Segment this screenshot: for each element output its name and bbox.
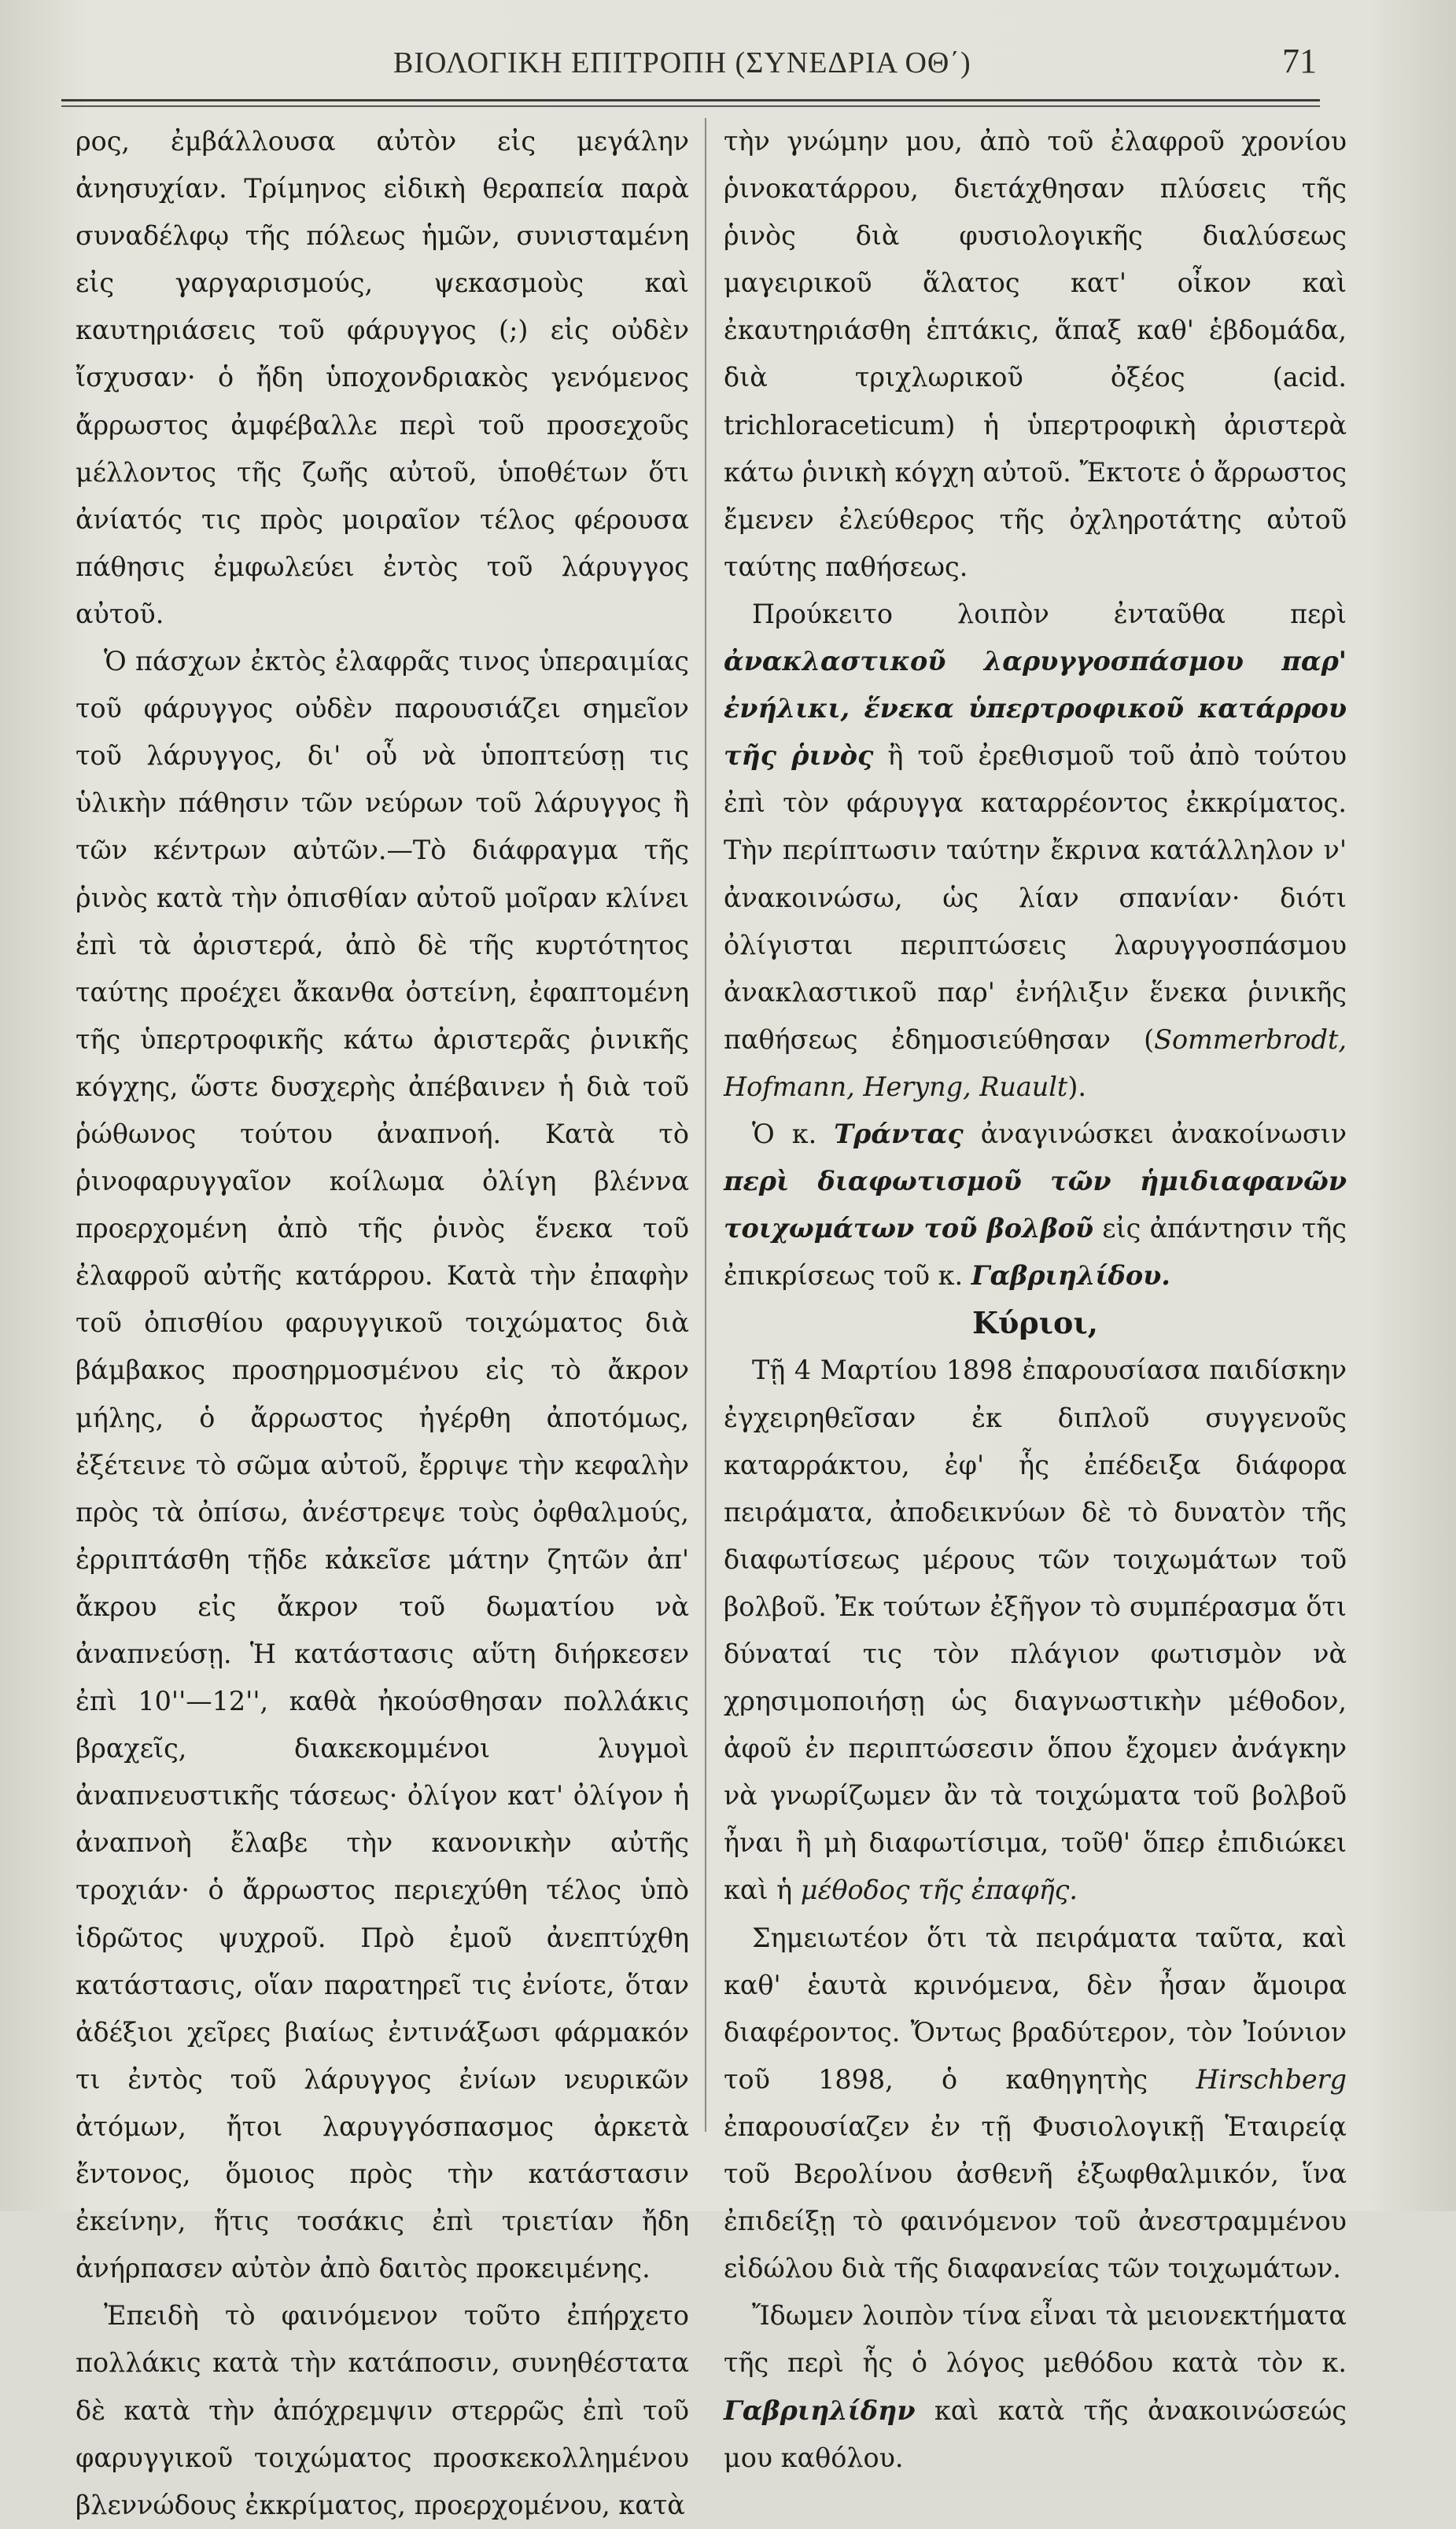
p2-emphasis: ἀνακλαστικοῦ λαρυγγοσπάσμου παρ' ἐνήλικι, ἕνεκα ὑπερτροφικοῦ κατάρρου τῆς ῥινὸς: [724, 646, 1347, 772]
p6-text-b: καὶ κατὰ τῆς ἀνακοινώσεώς μου καθόλου.: [724, 2394, 1347, 2473]
right-paragraph-3: [724, 1111, 1347, 1300]
left-column: [76, 118, 689, 2529]
p3-speaker-name: Τράντας: [834, 1118, 964, 1149]
p2-text-b: ἢ τοῦ ἐρεθισμοῦ τοῦ ἀπὸ τούτου ἐπὶ τὸν φάρυγγα καταρρέοντος ἐκκρίματος. Τὴν περίπτωσιν ταύτην ἔκρινα κατάλληλον ν' ἀνακοινώσω, ὡς λίαν σπανίαν· διότι ὀλίγισται περιπτώσεις λαρυγγοσπάσμου ἀνακλαστικοῦ παρ' ἐνήλιξιν ἕνεκα ῥινικῆς παθήσεως ἐδημοσιεύθησαν (: [724, 740, 1347, 1055]
p6-name: Γαβριηλίδην: [724, 2394, 916, 2426]
header-rule-bottom: [61, 105, 1320, 107]
p3-respondent-name: Γαβριηλίδου.: [971, 1260, 1170, 1292]
right-paragraph-4: [724, 1347, 1347, 1914]
p2-text-c: ).: [1067, 1071, 1087, 1102]
p3-text-a: Ὁ κ.: [752, 1118, 835, 1149]
p3-text-c: εἰς ἀπάντησιν τῆς ἐπικρίσεως τοῦ κ.: [724, 1213, 1347, 1292]
right-paragraph-6: [724, 2292, 1347, 2481]
right-column: [724, 118, 1347, 2482]
right-paragraph-5: [724, 1915, 1347, 2293]
p6-text-a: Ἴδωμεν λοιπὸν τίνα εἶναι τὰ μειονεκτήματα τῆς περὶ ἧς ὁ λόγος μεθόδου κατὰ τὸν κ.: [724, 2300, 1347, 2379]
left-paragraph-3: Ἐπειδὴ τὸ φαινόμενον τοῦτο ἐπήρχετο πολλάκις κατὰ τὴν κατάποσιν, συνηθέστατα δὲ κατὰ τὴν ἀπόχρεμψιν στερρῶς ἐπὶ τοῦ φαρυγγικοῦ τοιχώματος προσκεκολλημένου βλεννώδους ἐκκρίματος, προερχομένου, κατὰ: [76, 2300, 689, 2520]
right-paragraph-1: τὴν γνώμην μου, ἀπὸ τοῦ ἐλαφροῦ χρονίου ῥινοκατάρρου, διετάχθησαν πλύσεις τῆς ῥινὸς διὰ φυσιολογικῆς διαλύσεως μαγειρικοῦ ἅλατος κατ' οἶκον καὶ ἐκαυτηριάσθη ἑπτάκις, ἅπαξ καθ' ἑβδομάδα, διὰ τριχλωρικοῦ ὀξέος (acid. trichloraceticum) ἡ ὑπερτροφικὴ ἀριστερὰ κάτω ῥινικὴ κόγχη αὐτοῦ. Ἔκτοτε ὁ ἄρρωστος ἔμενεν ἐλεύθερος τῆς ὀχληροτάτης αὐτοῦ ταύτης παθήσεως.: [724, 126, 1347, 582]
section-heading: Κύριοι,: [971, 1305, 1098, 1341]
page-number: 71: [1282, 42, 1317, 80]
p5-text-a: Σημειωτέον ὅτι τὰ πειράματα ταῦτα, καὶ καθ' ἑαυτὰ κρινόμενα, δὲν ἦσαν ἄμοιρα διαφέροντος. Ὄντως βραδύτερον, τὸν Ἰούνιον τοῦ 1898, ὁ καθηγητὴς: [724, 1922, 1347, 2095]
p3-talk-title: περὶ διαφωτισμοῦ τῶν ἡμιδιαφανῶν τοιχωμάτων τοῦ βολβοῦ: [724, 1166, 1347, 1244]
column-divider: [705, 118, 706, 2132]
p5-text-b: ἐπαρουσίαζεν ἐν τῇ Φυσιολογικῇ Ἑταιρείᾳ τοῦ Βερολίνου ἀσθενῆ ἐξωφθαλμικόν, ἵνα ἐπιδείξῃ τὸ φαινόμενον τοῦ ἀνεστραμμένου εἰδώλου διὰ τῆς διαφανείας τῶν τοιχωμάτων.: [724, 2111, 1347, 2284]
left-paragraph-1: ρος, ἐμβάλλουσα αὐτὸν εἰς μεγάλην ἀνησυχίαν. Τρίμηνος εἰδικὴ θεραπεία παρὰ συναδέλφῳ τῆς πόλεως ἡμῶν, συνισταμένη εἰς γαργαρισμούς, ψεκασμοὺς καὶ καυτηριάσεις τοῦ φάρυγγος (;) εἰς οὐδὲν ἴσχυσαν· ὁ ἤδη ὑποχονδριακὸς γενόμενος ἄρρωστος ἀμφέβαλλε περὶ τοῦ προσεχοῦς μέλλοντος τῆς ζωῆς αὐτοῦ, ὑποθέτων ὅτι ἀνίατός τις πρὸς μοιραῖον τέλος φέρουσα πάθησις ἐμφωλεύει ἐντὸς τοῦ λάρυγγος αὐτοῦ.: [76, 126, 689, 629]
page-header: [0, 41, 1456, 96]
p3-text-b: ἀναγινώσκει ἀνακοίνωσιν: [963, 1118, 1347, 1149]
header-rule-top: [61, 99, 1320, 101]
running-head: ΒΙΟΛΟΓΙΚΗ ΕΠΙΤΡΟΠΗ (ΣΥΝΕΔΡΙΑ ΟΘ΄): [393, 46, 971, 79]
p4-emphasis: μέθοδος τῆς ἐπαφῆς.: [800, 1875, 1078, 1906]
right-paragraph-2: [724, 591, 1347, 1111]
left-paragraph-2: Ὁ πάσχων ἐκτὸς ἐλαφρᾶς τινος ὑπεραιμίας τοῦ φάρυγγος οὐδὲν παρουσιάζει σημεῖον τοῦ λάρυγγος, δι' οὗ νὰ ὑποπτεύσῃ τις ὑλικὴν πάθησιν τῶν νεύρων τοῦ λάρυγγος ἢ τῶν κέντρων αὐτῶν.—Τὸ διάφραγμα τῆς ῥινὸς κατὰ τὴν ὀπισθίαν αὐτοῦ μοῖραν κλίνει ἐπὶ τὰ ἀριστερά, ἀπὸ δὲ τῆς κυρτότητος ταύτης προέχει ἄκανθα ὀστείνη, ἐφαπτομένη τῆς ὑπερτροφικῆς κάτω ἀριστερᾶς ῥινικῆς κόγχης, ὥστε δυσχερὴς ἀπέβαινεν ἡ διὰ τοῦ ῥώθωνος τούτου ἀναπνοή. Κατὰ τὸ ῥινοφαρυγγαῖον κοίλωμα ὀλίγη βλέννα προερχομένη ἀπὸ τῆς ῥινὸς ἕνεκα τοῦ ἐλαφροῦ αὐτῆς κατάρρου. Κατὰ τὴν ἐπαφὴν τοῦ ὀπισθίου φαρυγγικοῦ τοιχώματος διὰ βάμβακος προσηρμοσμένου εἰς τὸ ἄκρον μήλης, ὁ ἄρρωστος ἠγέρθη ἀποτόμως, ἐξέτεινε τὸ σῶμα αὐτοῦ, ἔρριψε τὴν κεφαλὴν πρὸς τὰ ὀπίσω, ἀνέστρεψε τοὺς ὀφθαλμούς, ἐρριπτάσθη τῇδε κἀκεῖσε μάτην ζητῶν ἀπ' ἄκρου εἰς ἄκρον τοῦ δωματίου νὰ ἀναπνεύσῃ. Ἡ κατάστασις αὕτη διήρκεσεν ἐπὶ 10''—12'', καθὰ ἠκούσθησαν πολλάκις βραχεῖς, διακεκομμένοι λυγμοὶ ἀναπνευστικῆς τάσεως· ὀλίγον κατ' ὀλίγον ἡ ἀναπνοὴ ἔλαβε τὴν κανονικὴν αὐτῆς τροχιάν· ὁ ἄρρωστος περιεχύθη τέλος ὑπὸ ἱδρῶτος ψυχροῦ. Πρὸ ἐμοῦ ἀνεπτύχθη κατάστασις, οἵαν παρατηρεῖ τις ἐνίοτε, ὅταν ἀδέξιοι χεῖρες βιαίως ἐντινάξωσι φάρμακόν τι ἐντὸς τοῦ λάρυγγος ἐνίων νευρικῶν ἀτόμων, ἤτοι λαρυγγόσπασμος ἀρκετὰ ἔντονος, ὅμοιος πρὸς τὴν κατάστασιν ἐκείνην, ἥτις τοσάκις ἐπὶ τριετίαν ἤδη ἀνήρπασεν αὐτὸν ἀπὸ δαιτὸς προκειμένης.: [76, 646, 689, 2284]
p2-text-a: Προύκειτο λοιπὸν ἐνταῦθα περὶ: [752, 598, 1347, 629]
p4-text: Τῇ 4 Μαρτίου 1898 ἐπαρουσίασα παιδίσκην ἐγχειρηθεῖσαν ἐκ διπλοῦ συγγενοῦς καταρράκτου, ἐφ' ἧς ἐπέδειξα διάφορα πειράματα, ἀποδεικνύων δὲ τὸ δυνατὸν τῆς διαφωτίσεως μέρους τῶν τοιχωμάτων τοῦ βολβοῦ. Ἐκ τούτων ἐξῆγον τὸ συμπέρασμα ὅτι δύναταί τις τὸν πλάγιον φωτισμὸν νὰ χρησιμοποιήσῃ ὡς διαγνωστικὴν μέθοδον, ἀφοῦ ἐν περιπτώσεσιν ὅπου ἔχομεν ἀνάγκην νὰ γνωρίζωμεν ἂν τὰ τοιχώματα τοῦ βολβοῦ ἦναι ἢ μὴ διαφωτίσιμα, τοῦθ' ὅπερ ἐπιδιώκει καὶ ἡ: [724, 1355, 1347, 1906]
p2-cited-authors: Sommerbrodt, Hofmann, Heryng, Ruault: [724, 1023, 1347, 1102]
p5-name: Hirschberg: [1196, 2063, 1347, 2095]
